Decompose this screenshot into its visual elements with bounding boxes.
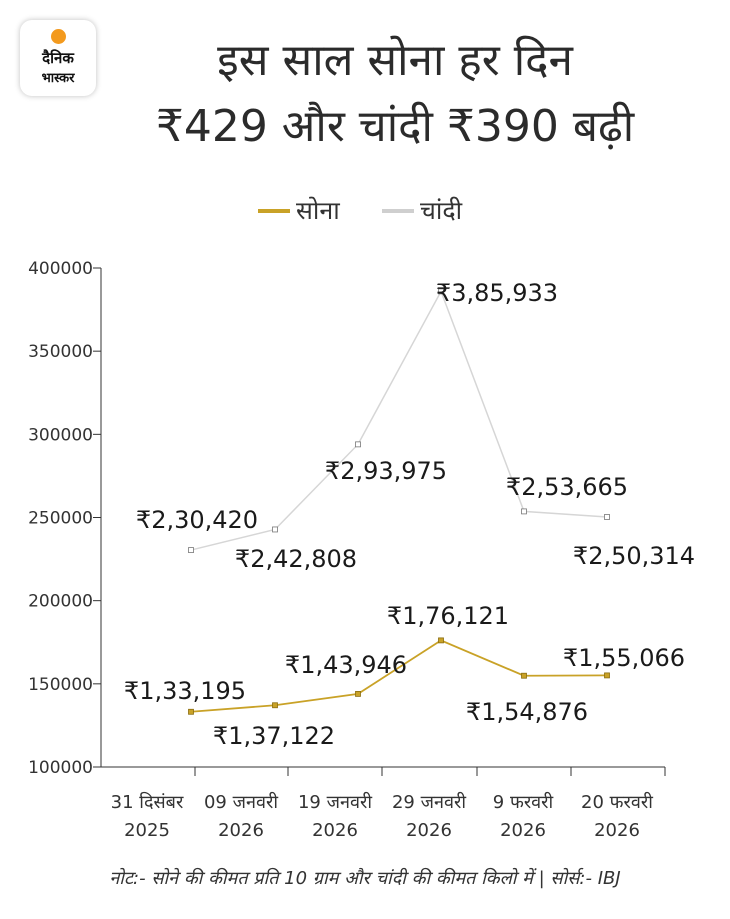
data-label-silver: ₹3,85,933 [435,279,559,307]
data-label-silver: ₹2,30,420 [135,506,259,534]
x-tick-label: 9 फरवरी [492,792,554,813]
legend-label-gold: सोना [296,196,340,225]
title-line2: ₹429 और चांदी ₹390 बढ़ी [155,101,635,152]
data-label-gold: ₹1,55,066 [562,644,686,672]
data-point-silver [189,548,194,553]
data-label-silver: ₹2,53,665 [505,473,629,501]
x-tick-label: 31 दिसंबर [110,792,184,813]
data-point-gold [605,673,610,678]
x-tick-label-year: 2026 [312,820,358,841]
logo-line2: भास्कर [41,71,75,86]
x-tick-label-year: 2026 [218,820,264,841]
logo-line1: दैनिक [42,49,74,67]
legend-label-silver: चांदी [420,196,463,225]
data-point-gold [273,703,278,708]
y-tick-label: 150000 [28,674,93,695]
data-label-silver: ₹2,93,975 [324,457,448,485]
x-tick-label: 29 जनवरी [391,792,467,813]
data-label-silver: ₹2,42,808 [234,545,358,573]
data-point-gold [356,691,361,696]
data-label-gold: ₹1,76,121 [386,602,510,630]
x-tick-label-year: 2025 [124,820,170,841]
x-tick-label-year: 2026 [500,820,546,841]
data-point-gold [522,673,527,678]
y-tick-label: 100000 [28,758,93,778]
data-point-silver [273,527,278,532]
x-tick-label-year: 2026 [406,820,452,841]
legend-swatch-gold [258,209,290,213]
y-tick-label: 350000 [28,342,93,363]
data-point-gold [189,709,194,714]
chart-title [95,28,695,160]
data-label-gold: ₹1,54,876 [465,698,589,726]
y-tick-label: 400000 [28,259,93,279]
logo [20,20,96,96]
y-tick-label: 300000 [28,425,93,446]
data-label-gold: ₹1,37,122 [212,722,336,750]
title-line1: इस साल सोना हर दिन [217,35,573,86]
x-tick-label: 09 जनवरी [203,792,279,813]
x-tick-label: 19 जनवरी [297,792,373,813]
y-tick-label: 200000 [28,591,93,612]
data-label-silver: ₹2,50,314 [572,542,696,570]
y-tick-label: 250000 [28,508,93,529]
data-point-gold [439,638,444,643]
footnote: नोट:- सोने की कीमत प्रति 10 ग्राम और चांदी की कीमत किलो में | सोर्स:- IBJ [109,868,621,889]
x-tick-label: 20 फरवरी [581,792,653,813]
line-chart [0,240,730,860]
x-tick-label-year: 2026 [594,820,640,841]
data-point-silver [522,509,527,514]
legend [0,195,730,227]
data-label-gold: ₹1,43,946 [284,651,408,679]
legend-swatch-silver [382,209,414,213]
data-point-silver [356,442,361,447]
data-label-gold: ₹1,33,195 [123,677,247,705]
data-point-silver [605,514,610,519]
logo-sun-icon [51,29,66,44]
